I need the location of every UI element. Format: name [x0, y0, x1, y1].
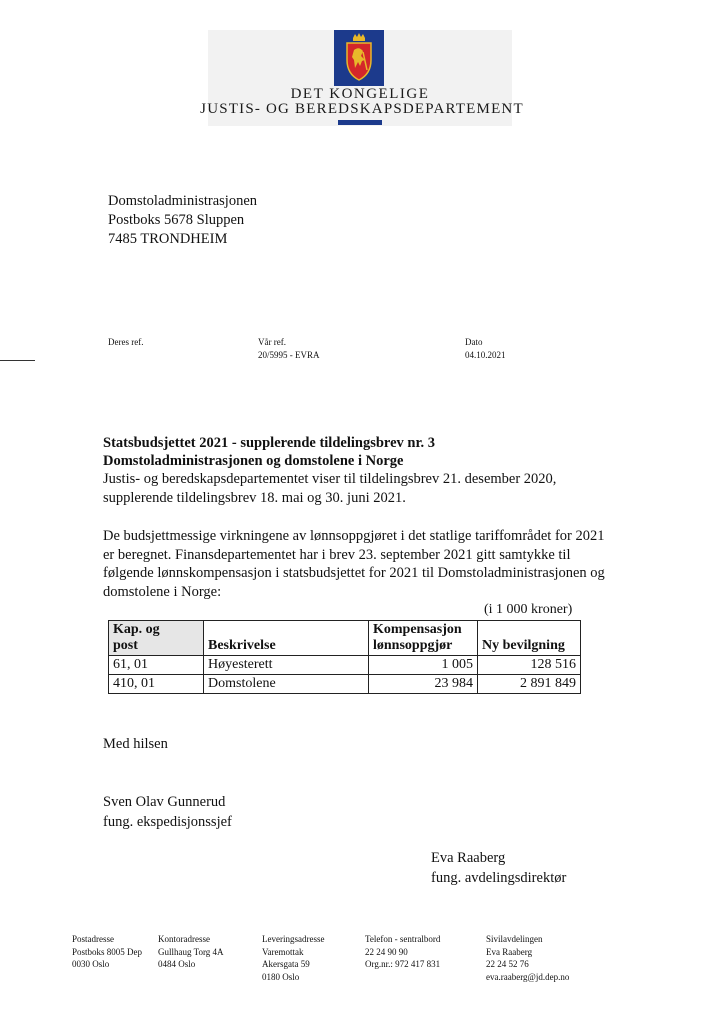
var-ref-value: 20/5995 - EVRA — [258, 350, 320, 360]
signer1-title: fung. ekspedisjonssjef — [103, 814, 232, 830]
paragraph-1-line1: Justis- og beredskapsdepartementet viser til tildelingsbrev 21. desember 2020, — [103, 471, 557, 487]
footer-telefon — [365, 933, 440, 971]
letterhead-line2: JUSTIS- OG BEREDSKAPSDEPARTEMENT — [200, 101, 524, 117]
footer-telefon-label: Telefon - sentralbord — [365, 934, 441, 944]
signature-2 — [431, 848, 566, 888]
coat-of-arms-icon — [334, 30, 384, 86]
footer-avdeling-label: Sivilavdelingen — [486, 934, 543, 944]
date-label: Dato — [465, 337, 483, 347]
paragraph-1 — [103, 470, 663, 507]
date-value: 04.10.2021 — [465, 350, 506, 360]
footer-kontoradresse-label: Kontoradresse — [158, 934, 210, 944]
paragraph-2-line1: De budsjettmessige virkningene av lønnsoppgjøret i det statlige tariffområdet for 2021 — [103, 528, 605, 544]
footer-email-link[interactable]: eva.raaberg@jd.dep.no — [486, 971, 570, 982]
cell-desc: Høyesterett — [204, 656, 369, 675]
footer-leveringsadresse-line3: 0180 Oslo — [262, 971, 300, 982]
signer2-title: fung. avdelingsdirektør — [431, 870, 567, 886]
cell-kap: 410, 01 — [109, 675, 204, 694]
recipient-name: Domstoladministrasjonen — [108, 193, 258, 209]
cell-kap: 61, 01 — [109, 656, 204, 675]
footer-telefon-line2: Org.nr.: 972 417 831 — [365, 959, 441, 969]
footer-postadresse-line2: 0030 Oslo — [72, 959, 110, 969]
letterhead-accent-bar — [338, 120, 382, 125]
footer-avdeling-line2: 22 24 52 76 — [486, 959, 529, 969]
paragraph-2-line4: domstolene i Norge: — [103, 583, 222, 600]
table-row — [109, 675, 581, 694]
budget-table — [108, 620, 581, 694]
signer2-name: Eva Raaberg — [431, 850, 506, 866]
table-header-row — [109, 621, 581, 656]
var-ref — [258, 336, 320, 362]
cell-desc: Domstolene — [204, 675, 369, 694]
recipient-street: Postboks 5678 Sluppen — [108, 212, 245, 228]
var-ref-label: Vår ref. — [258, 337, 286, 347]
footer-kontoradresse-line2: 0484 Oslo — [158, 959, 196, 969]
date-ref — [465, 336, 506, 362]
footer-kontoradresse — [158, 933, 224, 971]
footer-postadresse — [72, 933, 142, 971]
header-komp-line1: Kompensasjon — [373, 622, 462, 637]
header-kap-line1: Kap. og — [113, 622, 160, 637]
footer-postadresse-label: Postadresse — [72, 934, 114, 944]
table-unit: (i 1 000 kroner) — [484, 602, 573, 617]
header-beskrivelse: Beskrivelse — [204, 621, 369, 656]
footer-leveringsadresse — [262, 933, 324, 983]
subject-line1: Statsbudsjettet 2021 - supplerende tildelingsbrev nr. 3 — [103, 435, 436, 451]
cell-komp: 23 984 — [369, 675, 478, 694]
signature-1 — [103, 792, 232, 832]
cell-komp: 1 005 — [369, 656, 478, 675]
cell-ny: 2 891 849 — [478, 675, 581, 694]
paragraph-2 — [103, 527, 663, 601]
footer-postadresse-line1: Postboks 8005 Dep — [72, 946, 143, 957]
footer-kontoradresse-line1: Gullhaug Torg 4A — [158, 946, 224, 957]
paragraph-2-line3: følgende lønnskompensasjon i statsbudsjettet for 2021 til Domstoladministrasjonen og — [103, 565, 605, 581]
footer-avdeling — [486, 933, 569, 983]
paragraph-2-line2: er beregnet. Finansdepartementet har i brev 23. september 2021 gitt samtykke til — [103, 546, 571, 563]
paragraph-1-line2: supplerende tildelingsbrev 18. mai og 30. juni 2021. — [103, 489, 406, 506]
deres-ref — [108, 336, 143, 349]
deres-ref-label: Deres ref. — [108, 337, 144, 347]
greeting: Med hilsen — [103, 736, 168, 752]
header-ny-bevilgning: Ny bevilgning — [478, 621, 581, 656]
footer-avdeling-line1: Eva Raaberg — [486, 946, 533, 957]
header-kompensasjon — [369, 621, 478, 656]
subject-line2: Domstoladministrasjonen og domstolene i Norge — [103, 453, 404, 469]
cell-ny: 128 516 — [478, 656, 581, 675]
footer-telefon-line1: 22 24 90 90 — [365, 946, 408, 957]
signer1-name: Sven Olav Gunnerud — [103, 794, 226, 810]
header-kap-line2: post — [113, 638, 138, 653]
recipient-address — [108, 192, 257, 249]
letterhead-line1: DET KONGELIGE — [290, 86, 430, 102]
table-row — [109, 656, 581, 675]
subject — [103, 434, 435, 470]
footer-leveringsadresse-label: Leveringsadresse — [262, 934, 325, 944]
header-komp-line2: lønnsoppgjør — [373, 638, 453, 653]
footer-leveringsadresse-line1: Varemottak — [262, 946, 304, 957]
recipient-city: 7485 TRONDHEIM — [108, 231, 228, 247]
header-kap-post — [109, 621, 204, 656]
fold-mark — [0, 360, 35, 361]
footer-leveringsadresse-line2: Akersgata 59 — [262, 959, 310, 969]
